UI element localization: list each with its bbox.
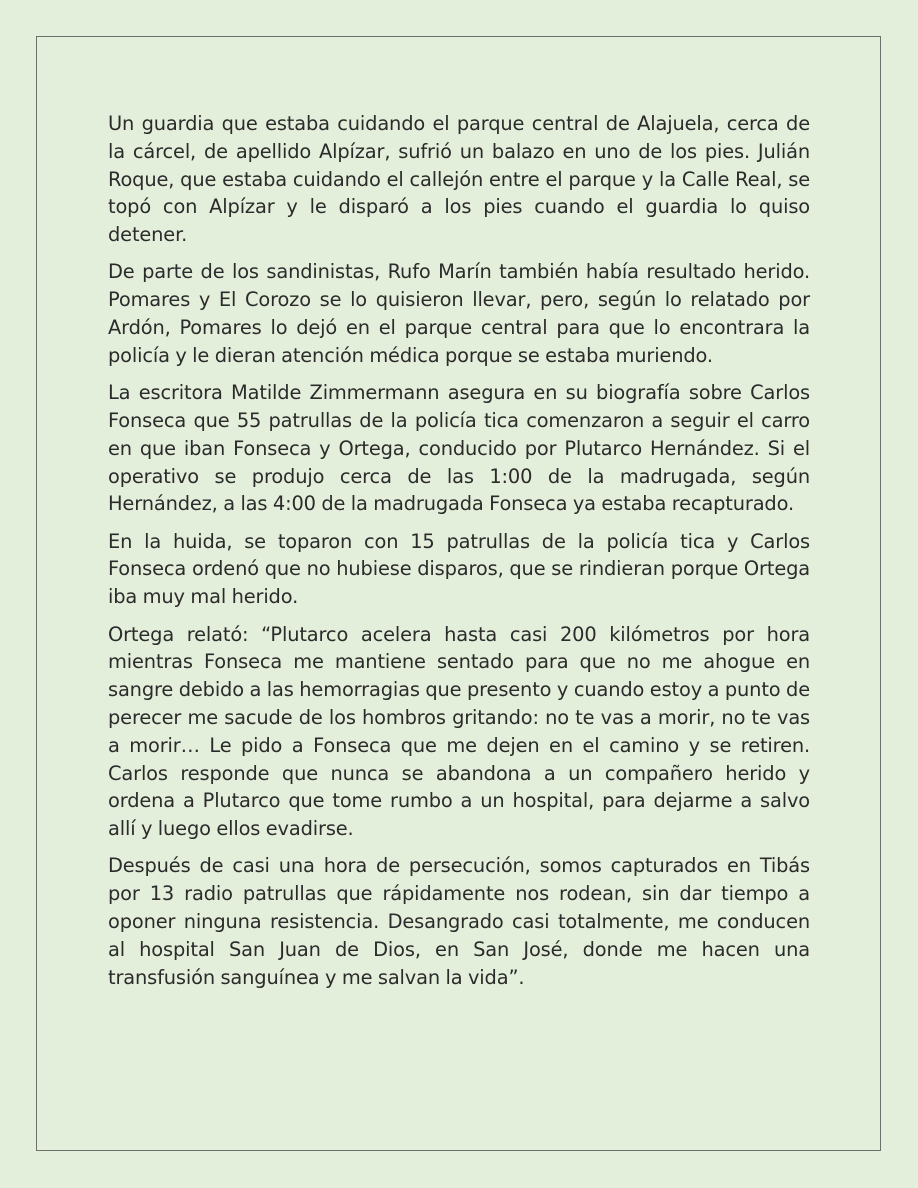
paragraph-6: Después de casi una hora de persecución, somos capturados en Tibás por 13 radio patrullas que rápidamente nos rodean, sin dar tiempo a oponer ninguna resistencia. Desangrado casi totalmente, me conducen al hospital San Juan de Dios, en San José, donde me hacen una transfusión sanguínea y me salvan la vida”. xyxy=(108,854,810,989)
document-body xyxy=(108,110,810,1001)
paragraph-1: Un guardia que estaba cuidando el parque central de Alajuela, cerca de la cárcel, de apellido Alpízar, sufrió un balazo en uno de los pies. Julián Roque, que estaba cuidando el callejón entre el parque y la Calle Real, se topó con Alpízar y le disparó a los pies cuando el guardia lo quiso detener. xyxy=(108,112,810,247)
paragraph-5: Ortega relató: “Plutarco acelera hasta casi 200 kilómetros por hora mientras Fonseca me mantiene sentado para que no me ahogue en sangre debido a las hemorragias que presento y cuando estoy a punto de perecer me sacude de los hombros gritando: no te vas a morir, no te vas a morir… Le pido a Fonseca que me dejen en el camino y se retiren. Carlos responde que nunca se abandona a un compañero herido y ordena a Plutarco que tome rumbo a un hospital, para dejarme a salvo allí y luego ellos evadirse. xyxy=(108,622,810,841)
paragraph-3: La escritora Matilde Zimmermann asegura en su biografía sobre Carlos Fonseca que 55 patrullas de la policía tica comenzaron a seguir el carro en que iban Fonseca y Ortega, conducido por Plutarco Hernández. Si el operativo se produjo cerca de las 1:00 de la madrugada, según Hernández, a las 4:00 de la madrugada Fonseca ya estaba recapturado. xyxy=(108,381,810,516)
paragraph-2: De parte de los sandinistas, Rufo Marín también había resultado herido. Pomares y El Corozo se lo quisieron llevar, pero, según lo relatado por Ardón, Pomares lo dejó en el parque central para que lo encontrara la policía y le dieran atención médica porque se estaba muriendo. xyxy=(108,260,810,367)
paragraph-4: En la huida, se toparon con 15 patrullas de la policía tica y Carlos Fonseca ordenó que no hubiese disparos, que se rindieran porque Ortega iba muy mal herido. xyxy=(108,529,810,609)
